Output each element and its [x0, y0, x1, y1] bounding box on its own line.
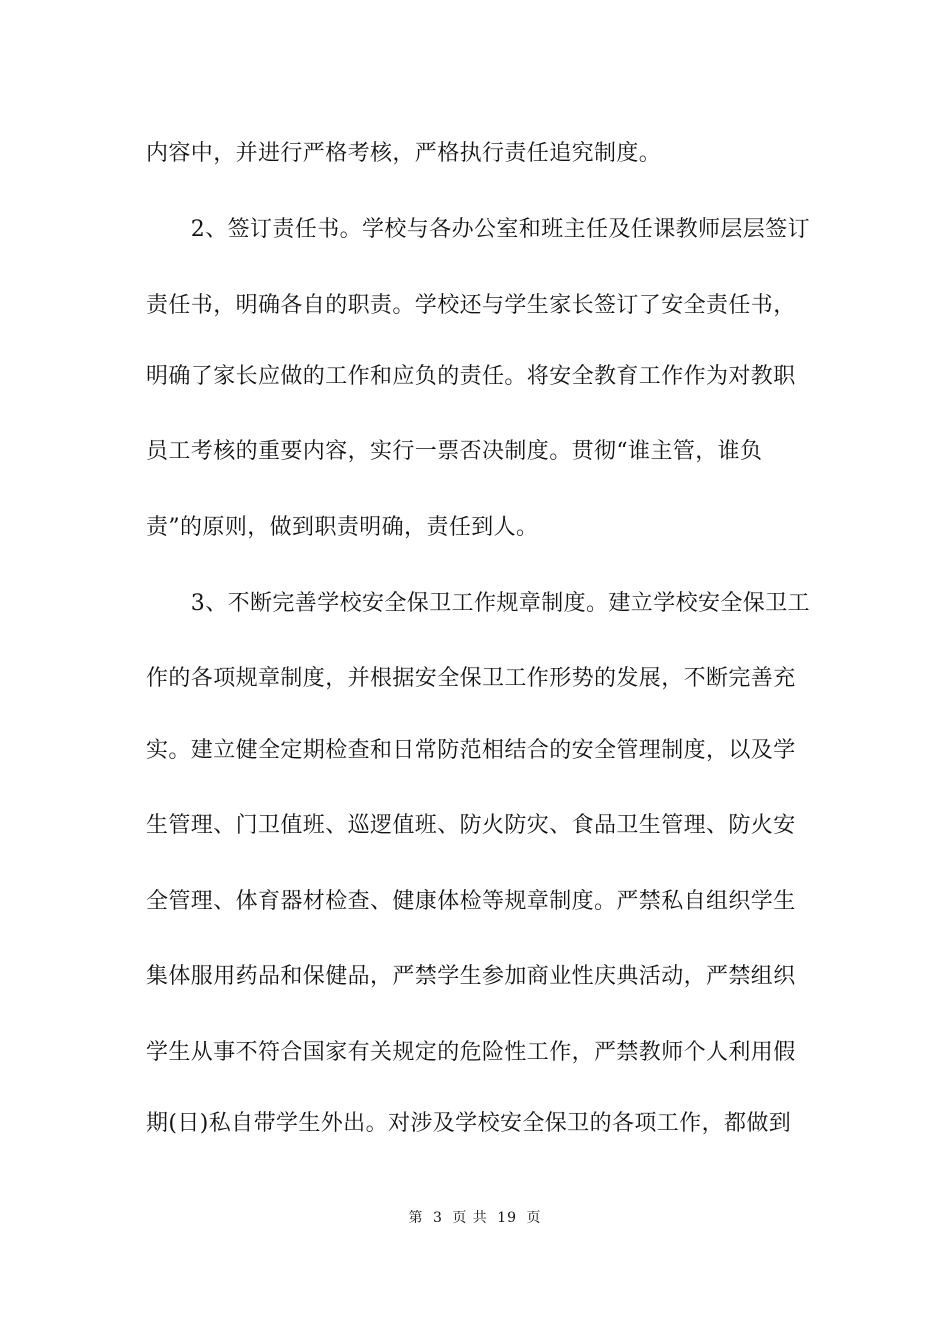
text-line: 责”的原则，做到职责明确，责任到人。 [146, 515, 539, 540]
text-line: 责任书，明确各自的职责。学校还与学生家长签订了安全责任书， [146, 293, 796, 318]
text-line: 明确了家长应做的工作和应负的责任。将安全教育工作作为对教职 [146, 364, 796, 389]
footer-suffix: 页 [526, 1210, 542, 1226]
page-footer [0, 1208, 950, 1228]
text-line: 实。建立健全定期检查和日常防范相结合的安全管理制度，以及学 [146, 738, 796, 763]
footer-middle: 页 共 [452, 1210, 488, 1226]
footer-prefix: 第 [408, 1210, 424, 1226]
text-line: 期(日)私自带学生外出。对涉及学校安全保卫的各项工作，都做到 [146, 1111, 792, 1136]
text-line: 全管理、体育器材检查、健康体检等规章制度。严禁私自组织学生 [146, 889, 796, 914]
text-line: 员工考核的重要内容，实行一票否决制度。贯彻“谁主管，谁负 [146, 439, 763, 464]
text-line: 作的各项规章制度，并根据安全保卫工作形势的发展，不断完善充 [146, 666, 796, 691]
text-line: 内容中，并进行严格考核，严格执行责任追究制度。 [146, 141, 662, 166]
text-line: 2、签订责任书。学校与各办公室和班主任及任课教师层层签订 [146, 217, 810, 242]
text-line: 学生从事不符合国家有关规定的危险性工作，严禁教师个人利用假 [146, 1040, 796, 1065]
text-line: 集体服用药品和保健品，严禁学生参加商业性庆典活动，严禁组织 [146, 964, 796, 989]
text-line: 3、不断完善学校安全保卫工作规章制度。建立学校安全保卫工 [146, 591, 810, 616]
text-line: 生管理、门卫值班、巡逻值班、防火防灾、食品卫生管理、防火安 [146, 813, 796, 838]
footer-total-pages: 19 [497, 1210, 518, 1226]
footer-current-page: 3 [432, 1210, 443, 1226]
